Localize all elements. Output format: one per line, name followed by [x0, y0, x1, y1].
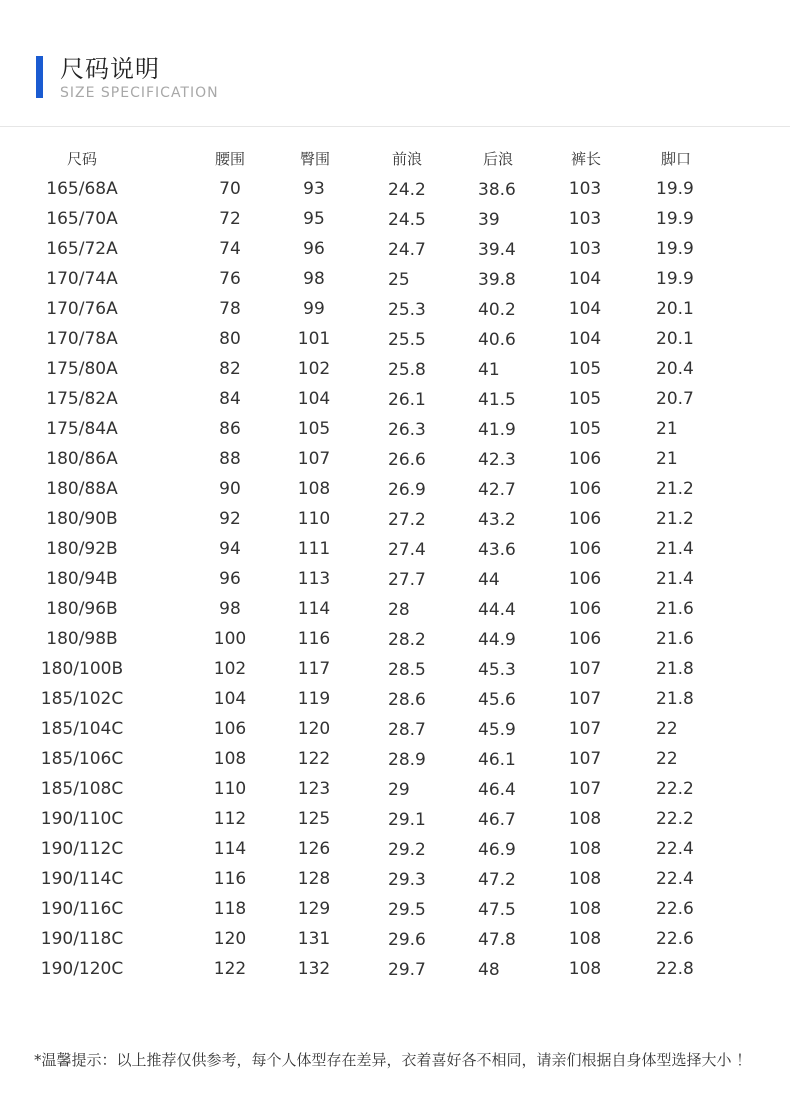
- cell-size: 190/118C: [40, 929, 124, 949]
- cell-front-rise: 27.2: [388, 510, 426, 530]
- cell-waist: 80: [219, 329, 241, 349]
- cell-hem: 22: [656, 719, 678, 739]
- table-row: [0, 864, 790, 894]
- cell-front-rise: 29.5: [388, 900, 426, 920]
- cell-hem: 22.4: [656, 839, 694, 859]
- cell-hem: 21.6: [656, 629, 694, 649]
- cell-hem: 21.2: [656, 479, 694, 499]
- cell-length: 107: [568, 749, 602, 769]
- cell-back-rise: 44: [478, 570, 500, 590]
- table-row: [0, 774, 790, 804]
- cell-front-rise: 28.5: [388, 660, 426, 680]
- cell-front-rise: 28.9: [388, 750, 426, 770]
- table-row: [0, 714, 790, 744]
- cell-hip: 99: [303, 299, 325, 319]
- cell-waist: 94: [219, 539, 241, 559]
- cell-waist: 104: [213, 689, 247, 709]
- cell-front-rise: 24.2: [388, 180, 426, 200]
- cell-back-rise: 45.6: [478, 690, 516, 710]
- table-row: [0, 684, 790, 714]
- cell-hip: 122: [297, 749, 331, 769]
- cell-front-rise: 28.6: [388, 690, 426, 710]
- cell-size: 170/78A: [46, 329, 118, 349]
- cell-length: 106: [568, 539, 602, 559]
- cell-length: 103: [568, 239, 602, 259]
- column-header-waist: 腰围: [214, 150, 245, 168]
- cell-size: 180/88A: [46, 479, 118, 499]
- cell-front-rise: 29.1: [388, 810, 426, 830]
- cell-hem: 20.1: [656, 299, 694, 319]
- cell-back-rise: 46.4: [478, 780, 516, 800]
- cell-waist: 88: [219, 449, 241, 469]
- table-row: [0, 234, 790, 264]
- cell-hip: 96: [303, 239, 325, 259]
- cell-waist: 82: [219, 359, 241, 379]
- cell-back-rise: 42.7: [478, 480, 516, 500]
- cell-hem: 22.6: [656, 929, 694, 949]
- cell-hip: 104: [297, 389, 331, 409]
- cell-back-rise: 40.2: [478, 300, 516, 320]
- cell-waist: 110: [213, 779, 247, 799]
- table-row: [0, 414, 790, 444]
- cell-hip: 113: [297, 569, 331, 589]
- cell-hip: 98: [303, 269, 325, 289]
- cell-length: 107: [568, 659, 602, 679]
- cell-back-rise: 41.5: [478, 390, 516, 410]
- cell-hem: 20.7: [656, 389, 694, 409]
- cell-back-rise: 39.4: [478, 240, 516, 260]
- cell-size: 190/120C: [40, 959, 124, 979]
- cell-hip: 120: [297, 719, 331, 739]
- cell-size: 180/90B: [46, 509, 118, 529]
- section-accent-bar: [36, 56, 43, 98]
- table-row: [0, 534, 790, 564]
- cell-back-rise: 43.2: [478, 510, 516, 530]
- cell-waist: 100: [213, 629, 247, 649]
- cell-length: 108: [568, 929, 602, 949]
- cell-hip: 116: [297, 629, 331, 649]
- table-row: [0, 384, 790, 414]
- cell-size: 170/74A: [46, 269, 118, 289]
- cell-size: 180/86A: [46, 449, 118, 469]
- cell-front-rise: 29: [388, 780, 410, 800]
- cell-front-rise: 26.6: [388, 450, 426, 470]
- cell-front-rise: 26.3: [388, 420, 426, 440]
- cell-front-rise: 25.3: [388, 300, 426, 320]
- cell-waist: 76: [219, 269, 241, 289]
- table-header-row: [0, 144, 790, 174]
- cell-size: 185/106C: [40, 749, 124, 769]
- cell-length: 105: [568, 359, 602, 379]
- cell-size: 190/112C: [40, 839, 124, 859]
- cell-size: 170/76A: [46, 299, 118, 319]
- cell-length: 107: [568, 779, 602, 799]
- table-row: [0, 654, 790, 684]
- cell-waist: 70: [219, 179, 241, 199]
- cell-hip: 126: [297, 839, 331, 859]
- cell-front-rise: 29.2: [388, 840, 426, 860]
- cell-hip: 102: [297, 359, 331, 379]
- cell-hem: 20.1: [656, 329, 694, 349]
- cell-waist: 98: [219, 599, 241, 619]
- cell-waist: 116: [213, 869, 247, 889]
- table-row: [0, 174, 790, 204]
- header-divider: [0, 126, 790, 127]
- cell-length: 108: [568, 869, 602, 889]
- cell-hem: 22.2: [656, 779, 694, 799]
- page-subtitle: SIZE SPECIFICATION: [60, 85, 219, 101]
- cell-length: 104: [568, 269, 602, 289]
- cell-length: 107: [568, 719, 602, 739]
- cell-hip: 111: [297, 539, 331, 559]
- cell-hem: 19.9: [656, 179, 694, 199]
- cell-hem: 21.8: [656, 689, 694, 709]
- cell-waist: 108: [213, 749, 247, 769]
- cell-size: 165/68A: [46, 179, 118, 199]
- cell-waist: 118: [213, 899, 247, 919]
- cell-front-rise: 29.3: [388, 870, 426, 890]
- cell-length: 106: [568, 449, 602, 469]
- cell-length: 104: [568, 299, 602, 319]
- cell-hip: 101: [297, 329, 331, 349]
- cell-front-rise: 24.5: [388, 210, 426, 230]
- table-row: [0, 834, 790, 864]
- cell-waist: 112: [213, 809, 247, 829]
- table-row: [0, 954, 790, 984]
- cell-back-rise: 38.6: [478, 180, 516, 200]
- cell-length: 103: [568, 209, 602, 229]
- cell-back-rise: 45.9: [478, 720, 516, 740]
- cell-size: 175/84A: [46, 419, 118, 439]
- cell-back-rise: 48: [478, 960, 500, 980]
- cell-back-rise: 39.8: [478, 270, 516, 290]
- cell-waist: 120: [213, 929, 247, 949]
- cell-size: 180/94B: [46, 569, 118, 589]
- cell-hem: 21.4: [656, 569, 694, 589]
- cell-hip: 105: [297, 419, 331, 439]
- cell-size: 180/98B: [46, 629, 118, 649]
- cell-size: 180/92B: [46, 539, 118, 559]
- cell-length: 105: [568, 419, 602, 439]
- cell-waist: 78: [219, 299, 241, 319]
- cell-size: 175/82A: [46, 389, 118, 409]
- cell-length: 107: [568, 689, 602, 709]
- column-header-size: 尺码: [66, 150, 97, 168]
- cell-size: 180/96B: [46, 599, 118, 619]
- size-tip-note: *温馨提示：以上推荐仅供参考，每个人体型存在差异，衣着喜好各不相同，请亲们根据自身体型选择大小 ！: [34, 1051, 752, 1069]
- cell-hip: 128: [297, 869, 331, 889]
- column-header-hem: 脚口: [660, 150, 691, 168]
- cell-back-rise: 44.4: [478, 600, 516, 620]
- cell-hem: 21.2: [656, 509, 694, 529]
- table-row: [0, 204, 790, 234]
- cell-size: 190/114C: [40, 869, 124, 889]
- page-title: 尺码说明: [60, 55, 160, 83]
- cell-size: 165/70A: [46, 209, 118, 229]
- cell-length: 108: [568, 809, 602, 829]
- cell-size: 185/104C: [40, 719, 124, 739]
- cell-waist: 72: [219, 209, 241, 229]
- cell-hip: 119: [297, 689, 331, 709]
- cell-length: 108: [568, 839, 602, 859]
- cell-hem: 21: [656, 419, 678, 439]
- cell-waist: 92: [219, 509, 241, 529]
- cell-hem: 22.4: [656, 869, 694, 889]
- cell-length: 108: [568, 959, 602, 979]
- cell-waist: 96: [219, 569, 241, 589]
- cell-length: 106: [568, 569, 602, 589]
- cell-front-rise: 26.9: [388, 480, 426, 500]
- table-row: [0, 804, 790, 834]
- cell-front-rise: 29.7: [388, 960, 426, 980]
- cell-back-rise: 41.9: [478, 420, 516, 440]
- cell-back-rise: 47.5: [478, 900, 516, 920]
- cell-hem: 19.9: [656, 209, 694, 229]
- cell-back-rise: 47.2: [478, 870, 516, 890]
- cell-waist: 84: [219, 389, 241, 409]
- cell-back-rise: 44.9: [478, 630, 516, 650]
- cell-hem: 22: [656, 749, 678, 769]
- cell-size: 180/100B: [40, 659, 124, 679]
- cell-hem: 22.6: [656, 899, 694, 919]
- cell-length: 106: [568, 479, 602, 499]
- table-row: [0, 924, 790, 954]
- table-row: [0, 564, 790, 594]
- cell-back-rise: 45.3: [478, 660, 516, 680]
- cell-waist: 86: [219, 419, 241, 439]
- cell-back-rise: 46.1: [478, 750, 516, 770]
- cell-back-rise: 42.3: [478, 450, 516, 470]
- cell-size: 185/108C: [40, 779, 124, 799]
- cell-waist: 114: [213, 839, 247, 859]
- table-row: [0, 354, 790, 384]
- column-header-front-rise: 前浪: [391, 150, 422, 168]
- cell-front-rise: 25.5: [388, 330, 426, 350]
- cell-hem: 22.2: [656, 809, 694, 829]
- cell-front-rise: 27.7: [388, 570, 426, 590]
- cell-waist: 106: [213, 719, 247, 739]
- table-row: [0, 894, 790, 924]
- cell-length: 103: [568, 179, 602, 199]
- cell-size: 190/110C: [40, 809, 124, 829]
- cell-hip: 95: [303, 209, 325, 229]
- cell-hem: 19.9: [656, 239, 694, 259]
- table-row: [0, 444, 790, 474]
- cell-front-rise: 25: [388, 270, 410, 290]
- cell-waist: 74: [219, 239, 241, 259]
- cell-front-rise: 28: [388, 600, 410, 620]
- cell-waist: 122: [213, 959, 247, 979]
- column-header-length: 裤长: [570, 150, 601, 168]
- cell-hip: 123: [297, 779, 331, 799]
- cell-front-rise: 28.7: [388, 720, 426, 740]
- cell-front-rise: 26.1: [388, 390, 426, 410]
- cell-back-rise: 47.8: [478, 930, 516, 950]
- cell-length: 106: [568, 509, 602, 529]
- cell-hip: 93: [303, 179, 325, 199]
- cell-size: 190/116C: [40, 899, 124, 919]
- cell-hip: 114: [297, 599, 331, 619]
- table-row: [0, 474, 790, 504]
- cell-size: 185/102C: [40, 689, 124, 709]
- size-table: [0, 144, 790, 984]
- cell-hem: 19.9: [656, 269, 694, 289]
- table-row: [0, 294, 790, 324]
- cell-hem: 21: [656, 449, 678, 469]
- table-row: [0, 504, 790, 534]
- cell-front-rise: 27.4: [388, 540, 426, 560]
- cell-hip: 110: [297, 509, 331, 529]
- table-row: [0, 264, 790, 294]
- cell-length: 108: [568, 899, 602, 919]
- cell-hem: 22.8: [656, 959, 694, 979]
- cell-hem: 20.4: [656, 359, 694, 379]
- cell-hip: 129: [297, 899, 331, 919]
- cell-back-rise: 41: [478, 360, 500, 380]
- cell-length: 106: [568, 599, 602, 619]
- cell-back-rise: 46.9: [478, 840, 516, 860]
- cell-front-rise: 25.8: [388, 360, 426, 380]
- table-row: [0, 624, 790, 654]
- cell-back-rise: 43.6: [478, 540, 516, 560]
- cell-front-rise: 24.7: [388, 240, 426, 260]
- table-row: [0, 744, 790, 774]
- cell-hip: 117: [297, 659, 331, 679]
- cell-length: 104: [568, 329, 602, 349]
- cell-length: 106: [568, 629, 602, 649]
- cell-back-rise: 39: [478, 210, 500, 230]
- cell-hip: 107: [297, 449, 331, 469]
- cell-length: 105: [568, 389, 602, 409]
- cell-size: 165/72A: [46, 239, 118, 259]
- table-body: [0, 174, 790, 984]
- cell-hem: 21.6: [656, 599, 694, 619]
- cell-back-rise: 46.7: [478, 810, 516, 830]
- column-header-hip: 臀围: [299, 150, 330, 168]
- cell-waist: 90: [219, 479, 241, 499]
- cell-back-rise: 40.6: [478, 330, 516, 350]
- table-row: [0, 594, 790, 624]
- cell-hip: 132: [297, 959, 331, 979]
- cell-hip: 125: [297, 809, 331, 829]
- column-header-back-rise: 后浪: [482, 150, 513, 168]
- cell-hem: 21.4: [656, 539, 694, 559]
- cell-waist: 102: [213, 659, 247, 679]
- cell-front-rise: 28.2: [388, 630, 426, 650]
- cell-hem: 21.8: [656, 659, 694, 679]
- cell-size: 175/80A: [46, 359, 118, 379]
- cell-front-rise: 29.6: [388, 930, 426, 950]
- table-row: [0, 324, 790, 354]
- cell-hip: 131: [297, 929, 331, 949]
- cell-hip: 108: [297, 479, 331, 499]
